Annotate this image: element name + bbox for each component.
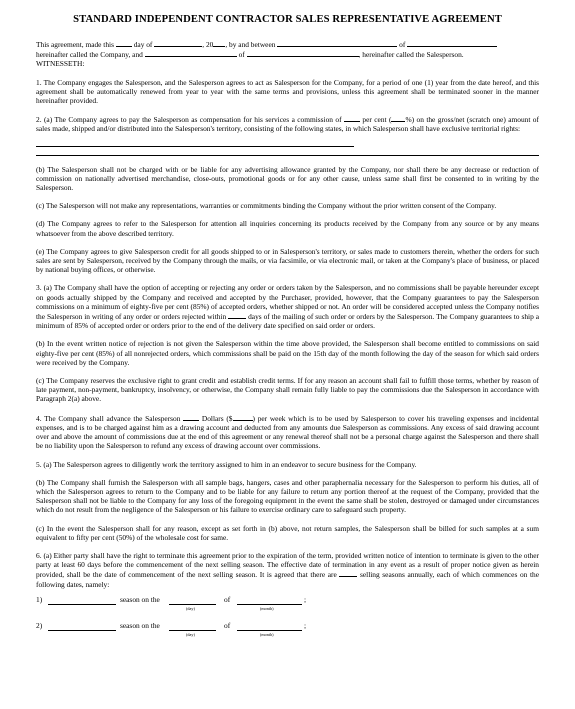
- season-name-blank[interactable]: [48, 621, 116, 631]
- clause-6a: 6. (a) Either party shall have the right to terminate this agreement prior to the expiration of the term, provided written notice of intention to terminate is given to the other party at least 60 days before the commencement of the next selling season. The effective date of termination in any event as a result of proper notice given as herein provided, shall be the date of commencement of the next selling season. It is agreed that there are selling seasons annually, each of which commences on the following dates, namely:: [36, 550, 539, 589]
- clause-2e: (e) The Company agrees to give Salesperson credit for all goods shipped to or in Salesperson's territory, or sales made to customers therein, whether the orders for such sales are sent by Salesperson, received by the Company through the mails, or via facsimile, or via electronic mail, or taken at the Company's place of business, or placed by national buying offices, or otherwise.: [36, 246, 539, 275]
- company-name-blank[interactable]: [277, 39, 397, 47]
- territory-line-2[interactable]: [36, 147, 539, 156]
- clause-5a: 5. (a) The Salesperson agrees to diligently work the territory assigned to him in an endeavor to secure business for the Company.: [36, 459, 417, 469]
- clause-3c: (c) The Company reserves the exclusive right to grant credit and establish credit terms. If for any reason an account shall fail to fulfill those terms, whether by reason of late payment, non-payment, bankruptcy, insolvency, or otherwise, the Company shall remain fully liable to pay the commissions due the Salesperson in accordance with Paragraph 2(a) above.: [36, 376, 539, 404]
- season-day-blank[interactable]: [169, 621, 216, 631]
- year-blank[interactable]: [213, 39, 225, 47]
- salesperson-name-blank[interactable]: [145, 49, 237, 57]
- month-blank[interactable]: [154, 39, 202, 47]
- season-row: 2) season on the (day) of (month) ;: [36, 620, 307, 637]
- clause-2d: (d) The Company agrees to refer to the Salesperson for attention all inquiries concerning its products received by the Company from any source or by any means whatsoever from the above described territory.: [36, 219, 539, 238]
- commission-percent-blank[interactable]: [391, 114, 405, 122]
- clause-4: 4. The Company shall advance the Salesperson Dollars ($ ) per week which is to be used by Salesperson to cover his traveling expenses and incidental expenses, and is to be charged against him as a drawing account and deducted from any amounts due Salesperson as commissions. Any excess of said drawing account over and above the amount of commissions due at the end of this agreement or any renewal thereof shall not be a personal charge against the Salesperson and there shall be no liability upon the Salesperson to refund any excess of drawing account over commissions.: [36, 413, 539, 451]
- intro-paragraph: This agreement, made this day of , 20 , by and between of hereinafter called the Company, and of , hereinafter called the Salesperson. WITNESSETH:: [36, 39, 539, 69]
- commission-blank[interactable]: [344, 114, 360, 122]
- clause-5c: (c) In the event the Salesperson shall for any reason, except as set forth in (b) above, not return samples, the Salesperson shall be billed for such samples at a sum equivalent to fifty per cent (50%) of the wholesale cost for same.: [36, 523, 539, 542]
- clause-2a: 2. (a) The Company agrees to pay the Salesperson as compensation for his services a commission of per cent ( %) on the gross/net (scratch one) amount of sales made, shipped and/or distributed into the Salesperson's territory, consisting of the following states, in which Salesperson shall have exclusive territorial rights:: [36, 115, 539, 134]
- clause-1: 1. The Company engages the Salesperson, and the Salesperson agrees to act as Salesperson for the Company, for a period of one (1) year from the date hereof, and this agreement shall be automatically renewed from year to year with the same terms and provisions, unless this agreement shall be terminated sooner in the manner hereinafter provided.: [36, 77, 539, 106]
- advance-amount-blank[interactable]: [233, 413, 253, 421]
- clause-3b: (b) In the event written notice of rejection is not given the Salesperson within the time above provided, the Salesperson shall become entitled to commissions on said eighty-five per cent (85%) of all nonrejected orders, which commissions shall be paid on the 15th day of the month following the day of the season for which said orders were received by the Company.: [36, 339, 539, 367]
- clause-2b: (b) The Salesperson shall not be charged with or be liable for any advertising allowance granted by the Company, nor shall there be any decrease or reduction of commission on nationally advertised merchandise, close-outs, promotional goods or for any other cause, unless same shall first be consented to in writing by the Salesperson.: [36, 164, 539, 193]
- clause-2c: (c) The Salesperson will not make any representations, warranties or commitments binding the Company without the prior written consent of the Company.: [36, 201, 497, 211]
- advance-words-blank[interactable]: [183, 413, 199, 421]
- season-row: 1) season on the (day) of (month) ;: [36, 594, 307, 611]
- day-blank[interactable]: [116, 39, 132, 47]
- season-day-blank[interactable]: [169, 595, 216, 605]
- season-month-blank[interactable]: [237, 621, 302, 631]
- season-month-blank[interactable]: [237, 595, 302, 605]
- clause-3a: 3. (a) The Company shall have the option of accepting or rejecting any order or orders taken by the Salesperson, and no commissions shall be payable hereunder except on goods actually shipped by the Company and received and accepted by the Purchaser, provided, however, that the Company guarantees to pay the Salesperson commissions on a minimum of eighty-five per cent (85%) of accepted orders, whether shipped or not. An order will be considered accepted unless the Company notifies the Salesperson in writing of any order or orders rejected within days of the mailing of such order or orders by the Salesperson. The Company guarantees to ship a minimum of 85% of accepted order or orders prior to the end of the delivery date specified on said order or orders.: [36, 283, 539, 331]
- salesperson-address-blank[interactable]: [247, 49, 359, 57]
- company-address-blank[interactable]: [407, 39, 497, 47]
- season-name-blank[interactable]: [48, 595, 116, 605]
- seasons-count-blank[interactable]: [339, 569, 357, 577]
- rejection-days-blank[interactable]: [228, 311, 246, 319]
- territory-line-1[interactable]: [36, 138, 354, 147]
- document-title: STANDARD INDEPENDENT CONTRACTOR SALES REPRESENTATIVE AGREEMENT: [73, 14, 502, 25]
- clause-5b: (b) The Company shall furnish the Salesperson with all sample bags, hangers, cases and other paraphernalia necessary for the Salesperson to perform his duties, all of which the Salesperson agrees to return to the Company and to be liable for any failure to return any portion thereof at the request of the Company, provided that the Salesperson shall not be liable to the Company for any loss of the foregoing equipment in the event the same shall be stolen, destroyed or damaged under circumstances which do not result from the negligence of the Salesperson or his failure to exercise ordinary care to safeguard such property.: [36, 477, 539, 515]
